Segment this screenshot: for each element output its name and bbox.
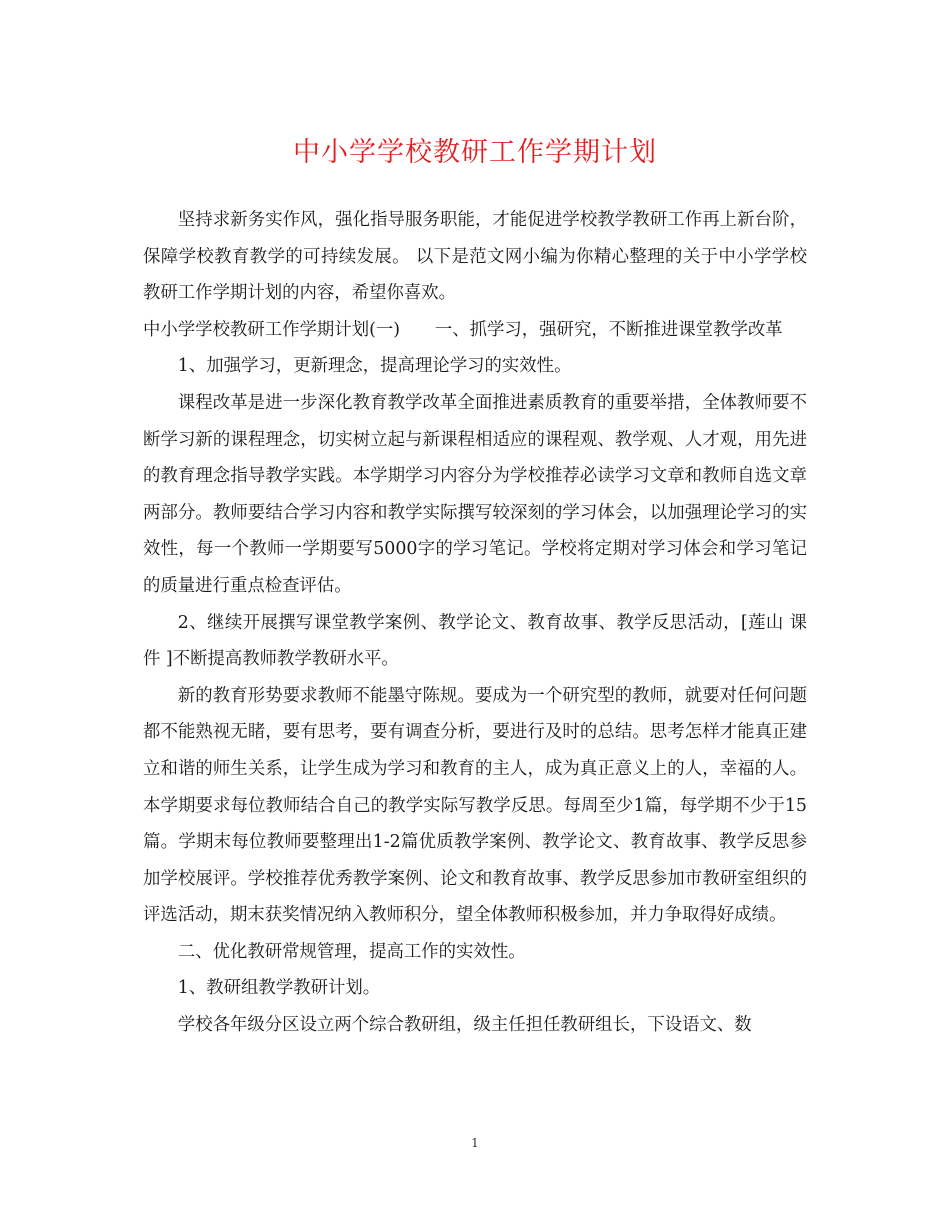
- paragraph-section-2-item-1: 1、教研组教学教研计划。: [177, 978, 381, 999]
- paragraph-item-1: 1、加强学习，更新理念，提高理论学习的实效性。: [177, 356, 572, 377]
- paragraph-school-grades: 学校各年级分区设立两个综合教研组，级主任担任教研组长，下设语文、数: [177, 1015, 752, 1036]
- paragraph-intro: 坚持求新务实作风，强化指导服务职能，才能促进学校教学教研工作再上新台阶，保障学校教育教学的可持续发展。 以下是范文网小编为你精心整理的关于中小学学校教研工作学期计划的内容，希望你喜欢。: [143, 210, 807, 304]
- document-body: [143, 202, 807, 1044]
- page-number: 1: [471, 1136, 479, 1150]
- paragraph-section-2-heading: 二、优化教研常规管理，提高工作的实效性。: [177, 941, 526, 962]
- document-title: 中小学学校教研工作学期计划: [293, 137, 657, 168]
- paragraph-curriculum-reform: 课程改革是进一步深化教育教学改革全面推进素质教育的重要举措，全体教师要不断学习新的课程理念，切实树立起与新课程相适应的课程观、教学观、人才观，用先进的教育理念指导教学实践。本学期学习内容分为学校推荐必读学习文章和教师自选文章两部分。教师要结合学习内容和教学实际撰写较深刻的学习体会，以加强理论学习的实效性，每一个教师一学期要写5000字的学习笔记。学校将定期对学习体会和学习笔记的质量进行重点检查评估。: [143, 392, 807, 596]
- paragraph-item-2: 2、继续开展撰写课堂教学案例、教学论文、教育故事、教学反思活动，[莲山 课件 ]不断提高教师教学教研水平。: [143, 612, 807, 670]
- paragraph-new-education: 新的教育形势要求教师不能墨守陈规。要成为一个研究型的教师，就要对任何问题都不能熟视无睹，要有思考，要有调查分析，要进行及时的总结。思考怎样才能真正建立和谐的师生关系，让学生成为学习和教育的主人，成为真正意义上的人，幸福的人。本学期要求每位教师结合自己的教学实际写教学反思。每周至少1篇，每学期不少于15篇。学期末每位教师要整理出1-2篇优质教学案例、教学论文、教育故事、教学反思参加学校展评。学校推荐优秀教学案例、论文和教育故事、教学反思参加市教研室组织的评选活动，期末获奖情况纳入教师积分，望全体教师积极参加，并力争取得好成绩。: [143, 685, 807, 926]
- paragraph-section-heading: 中小学学校教研工作学期计划(一) 一、抓学习，强研究，不断推进课堂教学改革: [143, 319, 783, 340]
